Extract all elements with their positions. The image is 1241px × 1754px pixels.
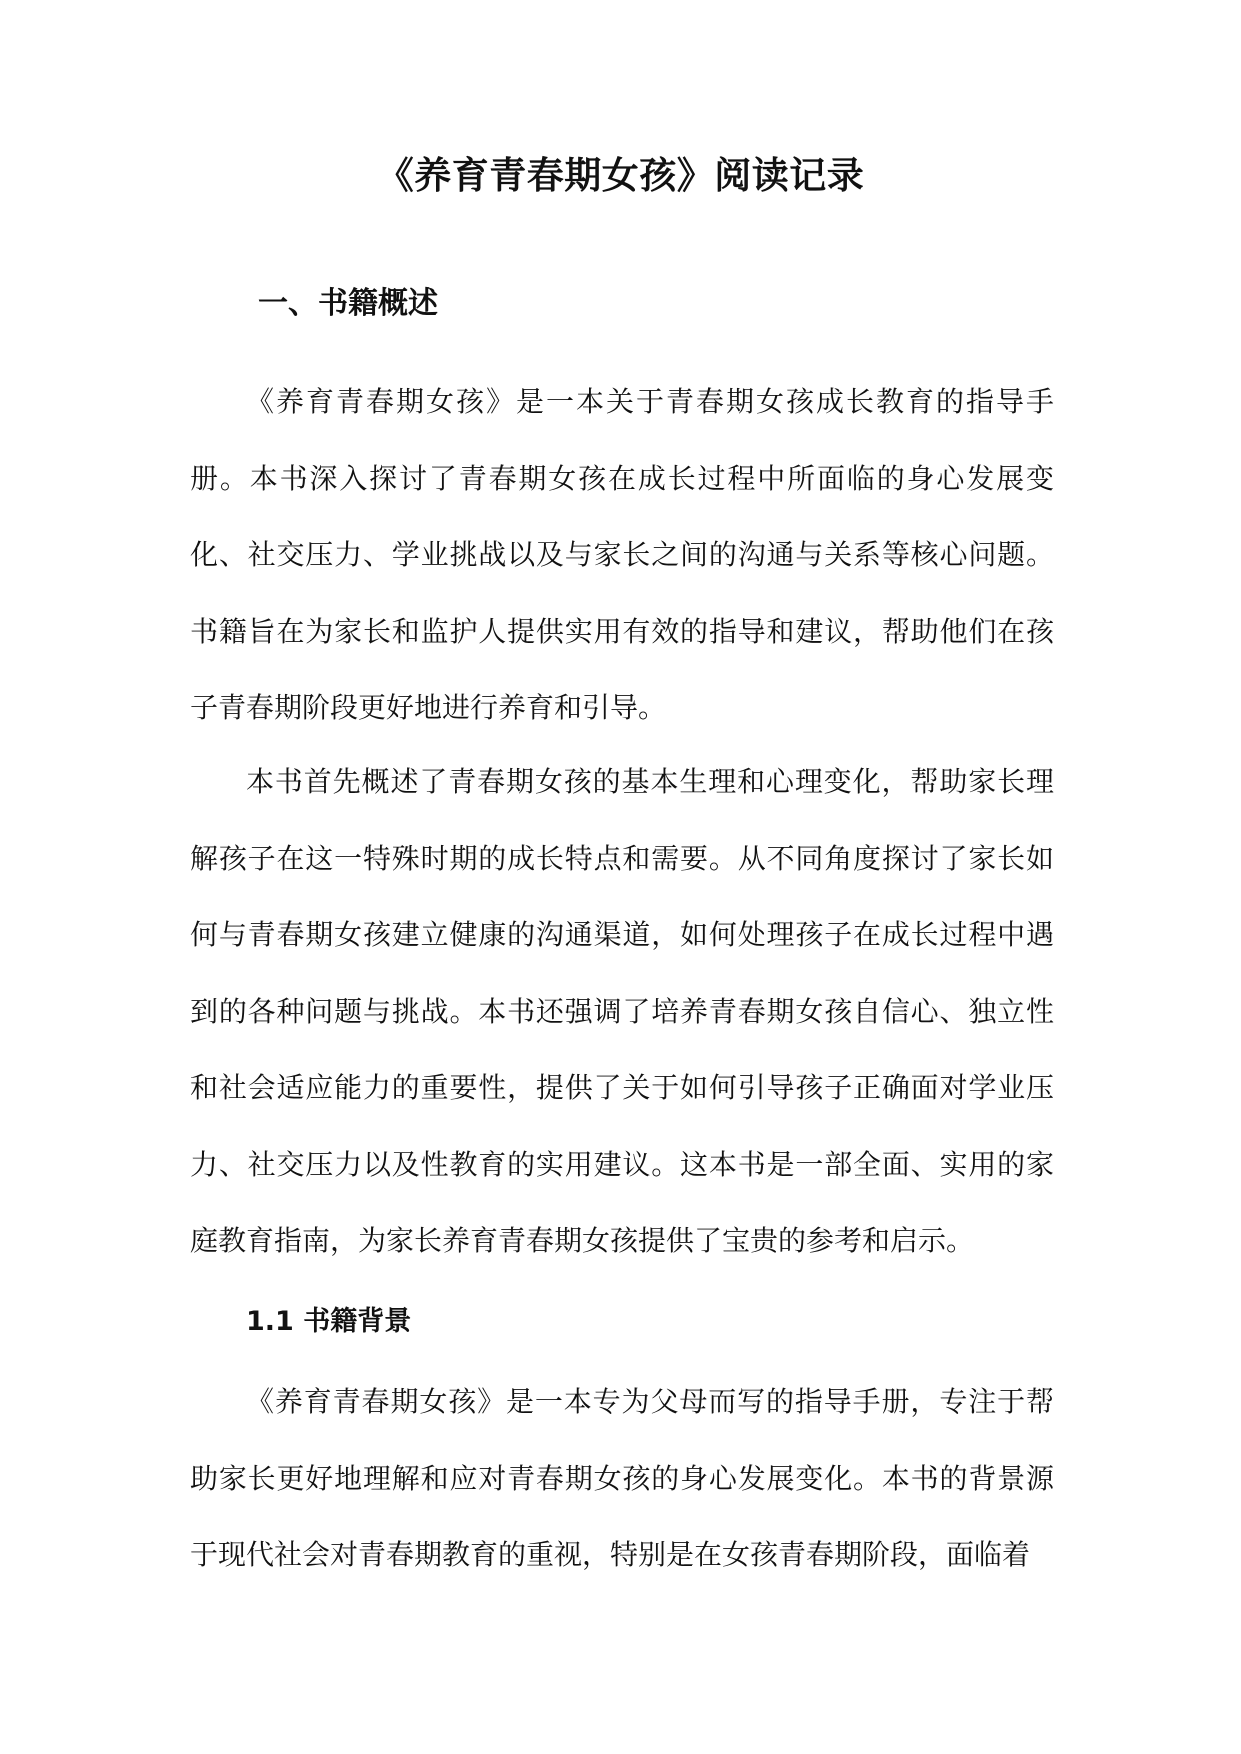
- document-title: 《养育青春期女孩》阅读记录: [376, 154, 865, 197]
- paragraph-overview-2: 本书首先概述了青春期女孩的基本生理和心理变化，帮助家长理解孩子在这一特殊时期的成长特点和需要。从不同角度探讨了家长如何与青春期女孩建立健康的沟通渠道，如何处理孩子在成长过程中遇到的各种问题与挑战。本书还强调了培养青春期女孩自信心、独立性和社会适应能力的重要性，提供了关于如何引导孩子正确面对学业压力、社交压力以及性教育的实用建议。这本书是一部全面、实用的家庭教育指南，为家长养育青春期女孩提供了宝贵的参考和启示。: [190, 765, 1054, 1257]
- paragraph-overview-1: 《养育青春期女孩》是一本关于青春期女孩成长教育的指导手册。本书深入探讨了青春期女孩在成长过程中所面临的身心发展变化、社交压力、学业挑战以及与家长之间的沟通与关系等核心问题。书籍旨在为家长和监护人提供实用有效的指导和建议，帮助他们在孩子青春期阶段更好地进行养育和引导。: [190, 385, 1054, 724]
- paragraph-background-1: 《养育青春期女孩》是一本专为父母而写的指导手册，专注于帮助家长更好地理解和应对青春期女孩的身心发展变化。本书的背景源于现代社会对青春期教育的重视，特别是在女孩青春期阶段，面临着: [190, 1385, 1054, 1571]
- subsection-heading-background: 1.1 书籍背景: [246, 1306, 412, 1337]
- section-heading-overview: 一、书籍概述: [258, 286, 438, 321]
